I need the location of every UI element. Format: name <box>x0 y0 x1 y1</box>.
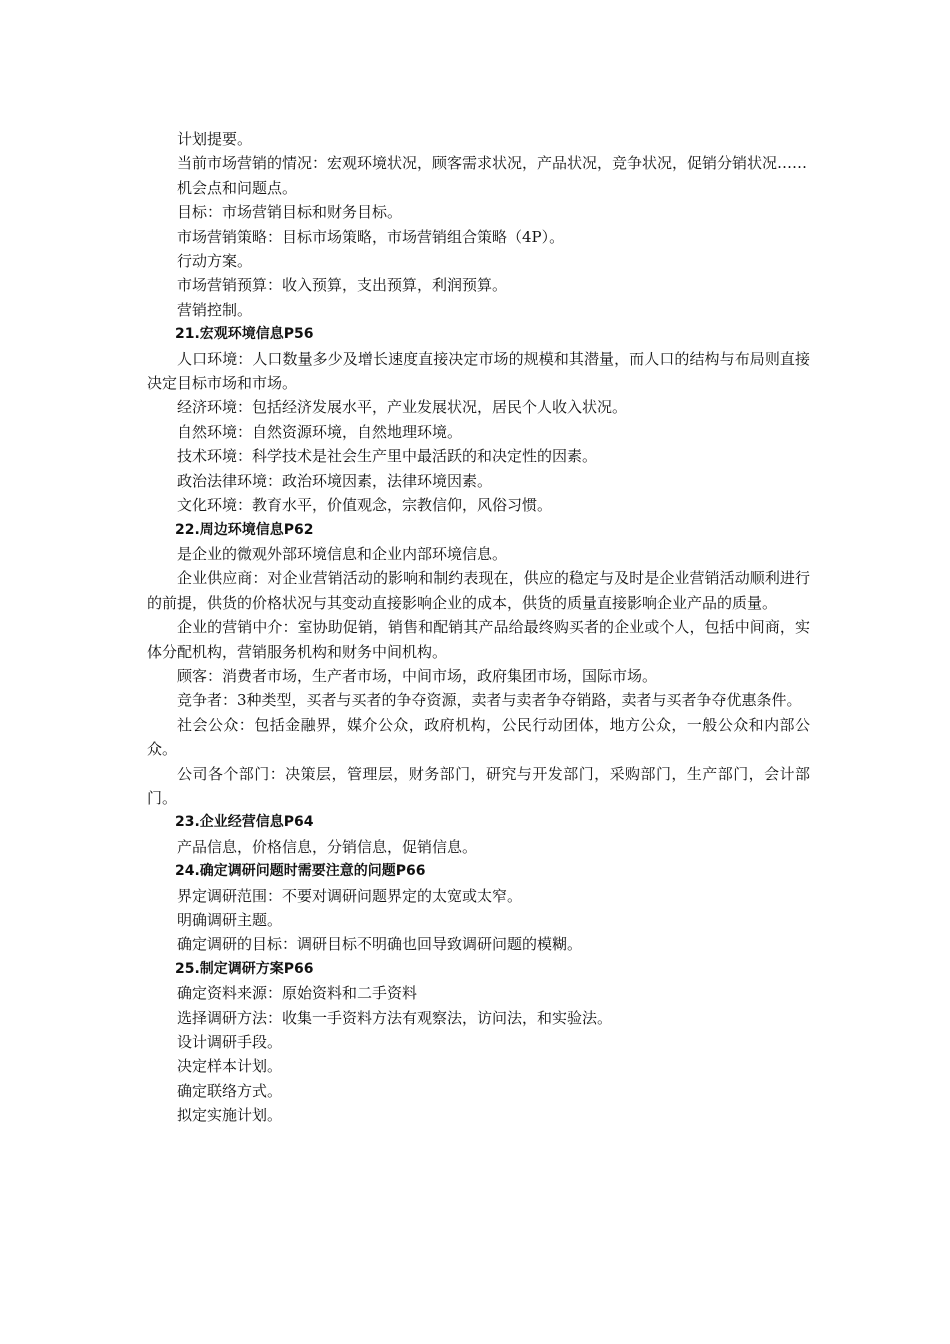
paragraph: 企业供应商：对企业营销活动的影响和制约表现在，供应的稳定与及时是企业营销活动顺利进行的前提，供货的价格状况与其变动直接影响企业的成本，供货的质量直接影响企业产品的质量。 <box>147 569 810 612</box>
paragraph: 确定联络方式。 <box>177 1081 283 1100</box>
paragraph: 经济环境：包括经济发展水平，产业发展状况，居民个人收入状况。 <box>177 398 628 417</box>
paragraph: 公司各个部门：决策层，管理层，财务部门，研究与开发部门，采购部门，生产部门，会计部门。 <box>147 764 810 807</box>
paragraph: 市场营销策略：目标市场策略，市场营销组合策略（4P）。 <box>177 227 565 246</box>
section-heading: 21.宏观环境信息P56 <box>175 326 314 343</box>
paragraph: 人口环境：人口数量多少及增长速度直接决定市场的规模和其潜量，而人口的结构与布局则直接决定目标市场和市场。 <box>147 349 810 393</box>
paragraph: 竞争者：3种类型，买者与买者的争夺资源，卖者与卖者争夺销路，卖者与买者争夺优惠条件。 <box>177 691 802 710</box>
section-heading: 25.制定调研方案P66 <box>175 960 314 977</box>
paragraph: 确定资料来源：原始资料和二手资料 <box>177 984 418 1003</box>
paragraph: 顾客：消费者市场，生产者市场，中间市场，政府集团市场，国际市场。 <box>177 666 658 685</box>
paragraph: 当前市场营销的情况：宏观环境状况，顾客需求状况，产品状况，竞争状况，促销分销状况…… <box>177 154 808 173</box>
paragraph: 行动方案。 <box>177 252 253 271</box>
paragraph: 政治法律环境：政治环境因素，法律环境因素。 <box>177 471 493 490</box>
paragraph: 产品信息，价格信息，分销信息，促销信息。 <box>177 837 478 856</box>
paragraph: 技术环境：科学技术是社会生产里中最活跃的和决定性的因素。 <box>177 447 598 466</box>
paragraph: 企业的营销中介：室协助促销，销售和配销其产品给最终购买者的企业或个人，包括中间商，实体分配机构，营销服务机构和财务中间机构。 <box>147 618 810 661</box>
paragraph: 设计调研手段。 <box>177 1033 283 1052</box>
section-heading: 24.确定调研问题时需要注意的问题P66 <box>175 863 426 880</box>
paragraph: 计划提要。 <box>177 130 253 148</box>
paragraph: 自然环境：自然资源环境，自然地理环境。 <box>177 422 463 441</box>
paragraph: 界定调研范围：不要对调研问题界定的太宽或太窄。 <box>177 886 523 905</box>
paragraph: 选择调研方法：收集一手资料方法有观察法，访问法，和实验法。 <box>177 1008 613 1027</box>
paragraph: 市场营销预算：收入预算，支出预算，利润预算。 <box>177 276 508 295</box>
paragraph: 是企业的微观外部环境信息和企业内部环境信息。 <box>177 544 508 563</box>
paragraph: 决定样本计划。 <box>177 1057 283 1076</box>
paragraph: 拟定实施计划。 <box>177 1106 283 1125</box>
section-heading: 22.周边环境信息P62 <box>175 521 314 538</box>
paragraph: 机会点和问题点。 <box>177 178 298 197</box>
paragraph: 社会公众：包括金融界，媒介公众，政府机构，公民行动团体，地方公众，一般公众和内部公众。 <box>147 715 810 759</box>
paragraph: 目标：市场营销目标和财务目标。 <box>177 203 403 222</box>
paragraph: 文化环境：教育水平，价值观念，宗教信仰，风俗习惯。 <box>177 496 553 515</box>
paragraph: 明确调研主题。 <box>177 911 283 929</box>
section-heading: 23.企业经营信息P64 <box>175 814 314 831</box>
paragraph: 确定调研的目标：调研目标不明确也回导致调研问题的模糊。 <box>177 935 583 954</box>
paragraph: 营销控制。 <box>177 300 253 319</box>
document-page <box>147 127 810 1128</box>
